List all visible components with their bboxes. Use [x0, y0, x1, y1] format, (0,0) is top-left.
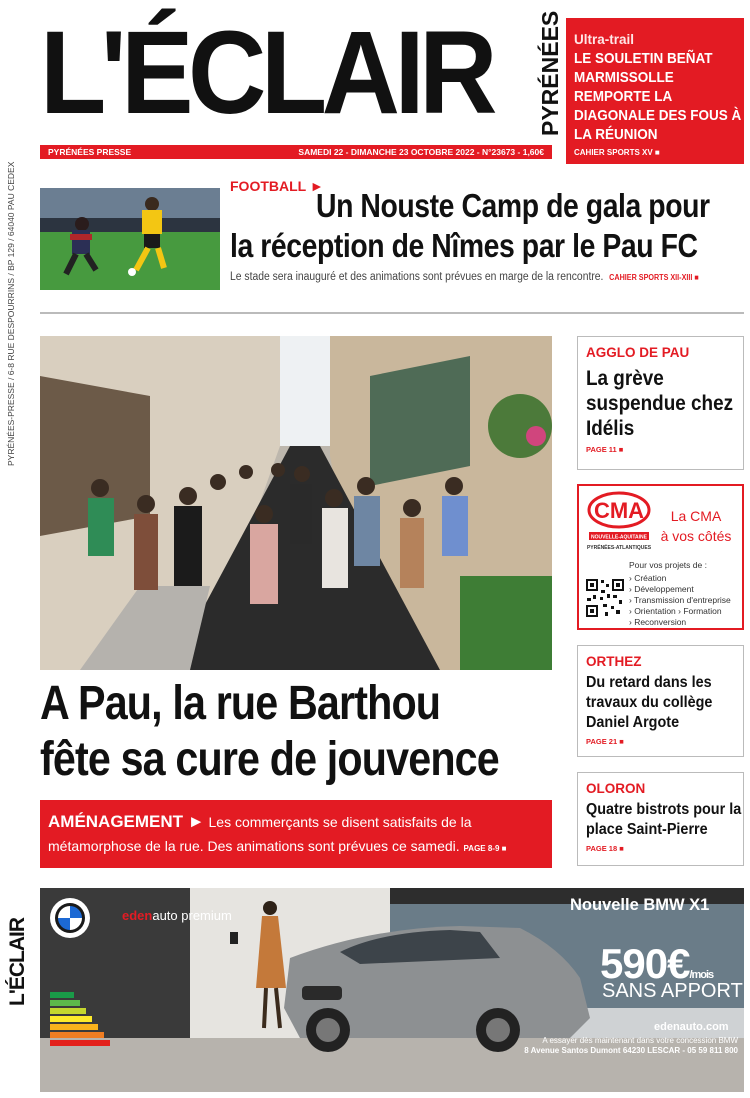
football-subhead: Le stade sera inauguré et des animations sont prévues en marge de la rencontre. CAHIER SPORTS XII-XIII ■ — [230, 271, 699, 283]
cma-ad[interactable] — [577, 484, 744, 630]
football-kicker: FOOTBALL ► — [230, 178, 324, 194]
ad-address: A essayer dès maintenant dans votre concession BMW 8 Avenue Santos Dumont 64230 LESCAR - 05 59 811 800 — [524, 1036, 738, 1055]
cma-logo-text: CMA — [593, 498, 645, 523]
brief-orthez[interactable] — [577, 645, 744, 757]
brief-headline: Du retard dans les travaux du collège Daniel Argote — [586, 674, 713, 731]
main-photo — [40, 336, 552, 670]
brief-headline: La grève suspendue chez Idélis — [586, 367, 734, 440]
cma-region-1: NOUVELLE-AQUITAINE — [590, 534, 648, 541]
brief-oloron[interactable] — [577, 772, 744, 866]
brief-page: PAGE 18 ■ — [586, 844, 624, 853]
dateline: SAMEDI 22 - DIMANCHE 23 OCTOBRE 2022 - N°23673 - 1,60€ — [298, 147, 544, 157]
main-headline[interactable] — [40, 676, 522, 788]
top-teaser-box[interactable] — [566, 18, 744, 164]
brief-agglo-de-pau[interactable] — [577, 336, 744, 470]
eclair-side-logo: L'ÉCLAIR — [6, 918, 29, 1006]
dealer-logo: edenauto premium — [122, 908, 232, 923]
bmw-ad[interactable] — [40, 888, 744, 1092]
masthead-region: PYRÉNÉES — [537, 10, 563, 136]
cma-region-2: PYRÉNÉES-ATLANTIQUES — [586, 545, 652, 551]
ad-model: Nouvelle BMW X1 — [570, 896, 710, 914]
teaser-kicker: Ultra-trail — [574, 32, 635, 47]
main-headline-line1: A Pau, la rue Barthou — [40, 677, 441, 730]
cma-list: Pour vos projets de : › Création › Développement › Transmission d'entreprise › Orientation › Formation › Reconversion — [629, 560, 731, 627]
dateline-bar — [40, 145, 552, 159]
football-headline-line1: Un Nouste Camp de gala pour — [316, 187, 710, 224]
cma-logo — [585, 490, 653, 554]
divider — [40, 312, 744, 314]
publisher-name: PYRÉNÉES PRESSE — [48, 147, 132, 157]
qr-code-icon[interactable] — [585, 578, 625, 618]
cma-tagline: La CMA à vos côtés — [660, 508, 732, 544]
football-headline[interactable] — [230, 178, 730, 264]
ad-price: 590€/mois — [600, 940, 714, 987]
teaser-headline: LE SOULETIN BEÑAT MARMISSOLLE REMPORTE LA DIAGONALE DES FOUS À LA RÉUNION — [574, 50, 742, 143]
football-headline-line2: la réception de Nîmes par le Pau FC — [230, 227, 698, 264]
brief-kicker: AGGLO DE PAU — [586, 345, 690, 360]
ad-price-line: SANS APPORT — [602, 980, 743, 1002]
main-kicker: AMÉNAGEMENT ► — [48, 812, 205, 831]
ad-url[interactable]: edenauto.com — [654, 1021, 729, 1033]
brief-kicker: OLORON — [586, 781, 646, 796]
main-headline-line2: fête sa cure de jouvence — [40, 733, 499, 786]
brief-headline: Quatre bistrots pour la place Saint-Pierre — [586, 801, 742, 838]
football-photo — [40, 188, 220, 290]
brief-page: PAGE 21 ■ — [586, 737, 624, 746]
masthead-title: L'ÉCLAIR — [40, 7, 493, 139]
brief-kicker: ORTHEZ — [586, 654, 642, 669]
main-ref: PAGE 8-9 ■ — [463, 844, 507, 853]
brief-page: PAGE 11 ■ — [586, 445, 624, 454]
football-ref: CAHIER SPORTS XII-XIII ■ — [609, 273, 699, 282]
main-subhead-box — [40, 800, 552, 868]
teaser-ref: CAHIER SPORTS XV ■ — [574, 148, 660, 157]
publisher-address: PYRÉNÉES-PRESSE / 6-8 RUE DESPOURRINS / BP 129 / 64040 PAU CEDEX — [6, 161, 16, 466]
main-subhead: Les commerçants se disent satisfaits de la métamorphose de la rue. Des animations sont prévues ce samedi. — [48, 814, 472, 854]
